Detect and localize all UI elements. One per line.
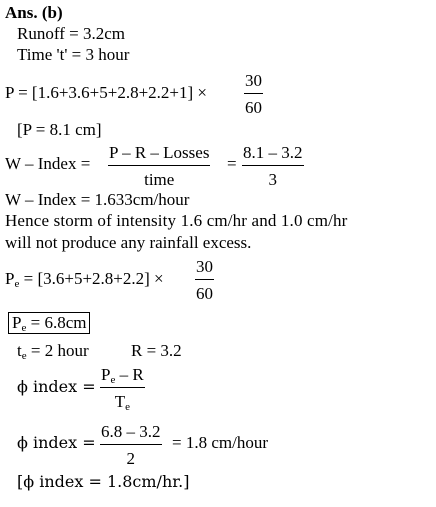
pe-equation-fraction — [195, 258, 214, 302]
phi-num-rest: – R — [115, 365, 144, 384]
phi-numerator-1 — [100, 366, 145, 388]
pe-boxed-rest: = 6.8cm — [26, 313, 87, 332]
te-subscript: e — [21, 350, 27, 362]
phi-den-main: T — [114, 392, 126, 411]
pe-boxed-subscript: e — [21, 322, 27, 334]
w-index-numerator-2: 8.1 – 3.2 — [242, 144, 304, 166]
w-index-fraction-1 — [108, 144, 210, 188]
pe-fraction-denominator: 60 — [196, 284, 213, 303]
phi-denominator-1 — [100, 388, 145, 413]
phi-index-fraction-2 — [100, 423, 162, 467]
phi-index-label-1: ϕ index = — [17, 377, 96, 396]
time-line: Time 't' = 3 hour — [17, 45, 130, 64]
w-index-numerator-1: P – R – Losses — [108, 144, 210, 166]
phi-index-label-2: ϕ index = — [17, 433, 96, 452]
r-value: R = 3.2 — [131, 341, 182, 360]
phi-num-subscript: e — [110, 374, 116, 386]
te-rest: = 2 hour — [26, 341, 89, 360]
pe-boxed-main: P — [12, 313, 22, 332]
p-fraction-numerator: 30 — [244, 72, 263, 94]
phi-index-lhs-1 — [17, 378, 96, 395]
w-index-result: W – Index = 1.633cm/hour — [5, 190, 190, 209]
te-main: t — [17, 341, 22, 360]
phi-index-result — [17, 473, 189, 490]
p-result: [P = 8.1 cm] — [17, 120, 102, 139]
p-equation-fraction — [244, 72, 263, 116]
explanation-line-2: will not produce any rainfall excess. — [5, 233, 252, 252]
phi-num-main: P — [101, 365, 111, 384]
phi-numerator-2: 6.8 – 3.2 — [100, 423, 162, 445]
answer-heading: Ans. (b) — [5, 3, 63, 22]
explanation-line-1: Hence storm of intensity 1.6 cm/hr and 1.0 cm/hr — [5, 211, 348, 230]
pe-lhs-main: P — [5, 269, 15, 288]
pe-boxed-result — [8, 312, 90, 334]
w-index-denominator-1: time — [144, 170, 175, 189]
phi-index-lhs-2 — [17, 434, 96, 451]
pe-lhs-subscript: e — [14, 278, 20, 290]
phi-denominator-2: 2 — [126, 449, 135, 468]
pe-fraction-numerator: 30 — [195, 258, 214, 280]
phi-index-fraction-1 — [100, 365, 145, 413]
pe-equation-lhs — [5, 269, 164, 290]
pe-lhs-rest: = [3.6+5+2.8+2.2] × — [19, 269, 164, 288]
w-index-equals: = — [227, 154, 237, 173]
te-line — [17, 341, 89, 362]
runoff-line: Runoff = 3.2cm — [17, 24, 125, 43]
w-index-lhs: W – Index = — [5, 154, 91, 173]
p-equation-lhs: P = [1.6+3.6+5+2.8+2.2+1] × — [5, 83, 208, 102]
phi-den-subscript: e — [125, 401, 130, 413]
p-fraction-denominator: 60 — [245, 98, 262, 117]
w-index-fraction-2 — [242, 144, 304, 188]
phi-result-text: [ϕ index = 1.8cm/hr.] — [17, 472, 190, 491]
w-index-denominator-2: 3 — [268, 170, 277, 189]
phi-index-rhs: = 1.8 cm/hour — [172, 433, 268, 452]
